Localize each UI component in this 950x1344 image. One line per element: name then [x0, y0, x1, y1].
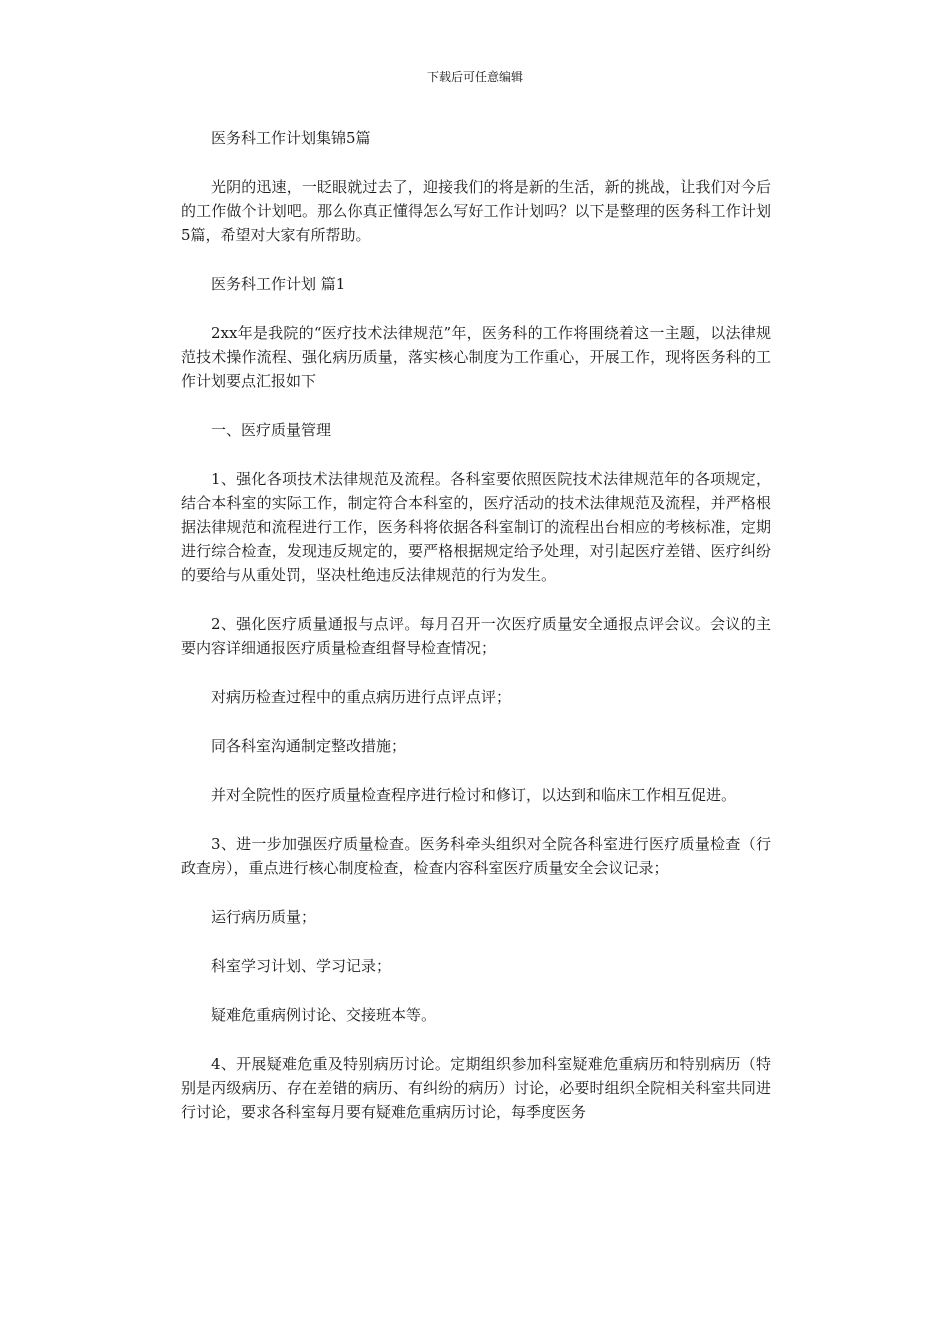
section-heading: 医务科工作计划 篇1	[211, 275, 346, 293]
page-header: 下载后可任意编辑	[426, 70, 523, 84]
subsection-heading: 一、医疗质量管理	[211, 421, 332, 439]
body-paragraph: 2xx年是我院的“医疗技术法律规范”年，医务科的工作将围绕着这一主题，以法律规范技术操作流程、强化病历质量，落实核心制度为工作重心，开展工作，现将医务科的工作计划要点汇报如下	[181, 324, 771, 390]
body-paragraph: 并对全院性的医疗质量检查程序进行检讨和修订，以达到和临床工作相互促进。	[211, 786, 737, 804]
document-title: 医务科工作计划集锦5篇	[211, 129, 371, 147]
intro-paragraph: 光阴的迅速，一眨眼就过去了，迎接我们的将是新的生活，新的挑战，让我们对今后的工作做个计划吧。那么你真正懂得怎么写好工作计划吗？以下是整理的医务科工作计划5篇，希望对大家有所帮助。	[181, 178, 771, 244]
body-paragraph: 4、开展疑难危重及特别病历讨论。定期组织参加科室疑难危重病历和特别病历（特别是丙级病历、存在差错的病历、有纠纷的病历）讨论，必要时组织全院相关科室共同进行讨论，要求各科室每月要有疑难危重病历讨论，每季度医务	[181, 1055, 771, 1121]
document-body	[181, 126, 771, 1149]
body-paragraph: 对病历检查过程中的重点病历进行点评点评；	[211, 688, 512, 706]
body-paragraph: 同各科室沟通制定整改措施；	[211, 737, 407, 755]
body-paragraph: 运行病历质量；	[211, 908, 317, 926]
body-paragraph: 2、强化医疗质量通报与点评。每月召开一次医疗质量安全通报点评会议。会议的主要内容详细通报医疗质量检查组督导检查情况；	[181, 615, 771, 657]
body-paragraph: 疑难危重病例讨论、交接班本等。	[211, 1006, 437, 1024]
body-paragraph: 3、进一步加强医疗质量检查。医务科牵头组织对全院各科室进行医疗质量检查（行政查房），重点进行核心制度检查，检查内容科室医疗质量安全会议记录；	[181, 835, 771, 877]
body-paragraph: 科室学习计划、学习记录；	[211, 957, 392, 975]
body-paragraph: 1、强化各项技术法律规范及流程。各科室要依照医院技术法律规范年的各项规定，结合本科室的实际工作，制定符合本科室的，医疗活动的技术法律规范及流程，并严格根据法律规范和流程进行工作，医务科将依据各科室制订的流程出台相应的考核标准，定期进行综合检查，发现违反规定的，要严格根据规定给予处理，对引起医疗差错、医疗纠纷的要给与从重处罚，坚决杜绝违反法律规范的行为发生。	[181, 470, 771, 584]
